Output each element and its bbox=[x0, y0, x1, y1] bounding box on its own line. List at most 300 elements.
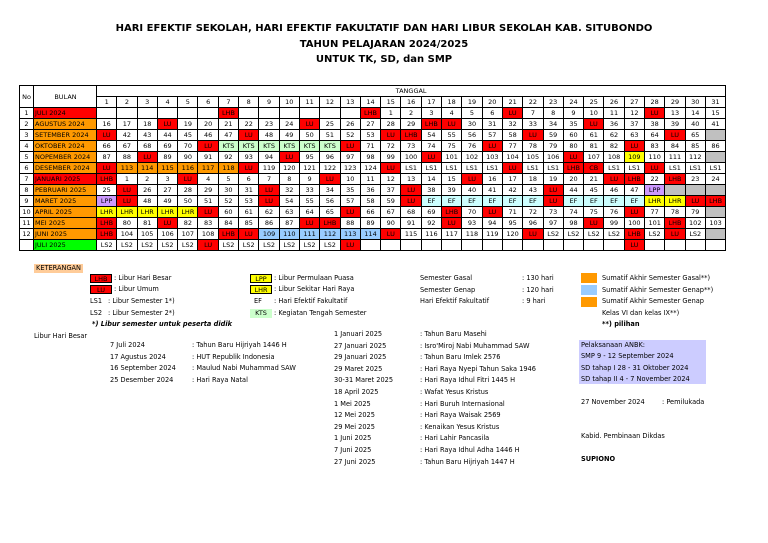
legend-desc-ef: : Hari Efektif Fakultatif bbox=[274, 297, 348, 305]
day-cell: LHB bbox=[218, 108, 238, 119]
efektif-fakultatif-label: Hari Efektif Fakultatif bbox=[420, 297, 490, 305]
day-cell: 55 bbox=[442, 130, 462, 141]
sumatif-kelas-label: Kelas VI dan kelas IX**) bbox=[602, 309, 680, 317]
day-cell: 43 bbox=[137, 130, 157, 141]
day-cell bbox=[117, 108, 137, 119]
day-cell: 35 bbox=[340, 185, 360, 196]
day-cell bbox=[299, 108, 319, 119]
holiday-date: 30-31 Maret 2025 bbox=[334, 376, 394, 385]
day-cell: 118 bbox=[462, 229, 482, 240]
day-cell: LHB bbox=[705, 196, 725, 207]
anbk-line-1: SMP 9 - 12 September 2024 bbox=[581, 352, 674, 360]
day-header: 28 bbox=[645, 97, 665, 108]
day-cell: LS1 bbox=[543, 163, 563, 174]
holiday-date: 25 Desember 2024 bbox=[110, 375, 174, 384]
day-cell bbox=[705, 185, 725, 196]
day-cell: 109 bbox=[624, 152, 644, 163]
day-cell: 51 bbox=[320, 130, 340, 141]
day-cell: 5 bbox=[218, 174, 238, 185]
sumatif-genap-swatch bbox=[581, 285, 597, 295]
day-header: 24 bbox=[563, 97, 583, 108]
sumatif-genap-label: Sumatif Akhir Semester Genap**) bbox=[602, 286, 714, 294]
day-cell bbox=[157, 108, 177, 119]
day-cell bbox=[97, 108, 117, 119]
holidays-title: Libur Hari Besar bbox=[34, 332, 88, 340]
day-cell: 106 bbox=[157, 229, 177, 240]
day-cell bbox=[543, 240, 563, 251]
day-cell: LS1 bbox=[482, 163, 502, 174]
day-cell: 59 bbox=[543, 130, 563, 141]
day-header: 5 bbox=[178, 97, 198, 108]
day-cell: 82 bbox=[178, 218, 198, 229]
day-cell: LU bbox=[665, 229, 685, 240]
efektif-fakultatif-value: : 9 hari bbox=[522, 297, 546, 305]
day-cell: 60 bbox=[218, 207, 238, 218]
day-cell: 31 bbox=[239, 185, 259, 196]
day-cell: 107 bbox=[178, 229, 198, 240]
day-cell: 42 bbox=[502, 185, 522, 196]
row-month: OKTOBER 2024 bbox=[34, 141, 97, 152]
day-cell: LS1 bbox=[624, 163, 644, 174]
day-cell: LS2 bbox=[178, 240, 198, 251]
day-cell: LS2 bbox=[543, 229, 563, 240]
day-cell: 119 bbox=[482, 229, 502, 240]
day-cell: 94 bbox=[259, 152, 279, 163]
day-cell: 111 bbox=[299, 229, 319, 240]
holiday-name: : Hari Raya Idhul Adha 1446 H bbox=[420, 446, 520, 454]
day-cell bbox=[665, 240, 685, 251]
row-number: 5 bbox=[20, 152, 34, 163]
day-cell: LU bbox=[462, 174, 482, 185]
header-month: BULAN bbox=[34, 86, 97, 108]
day-cell: LU bbox=[381, 130, 401, 141]
day-cell: 37 bbox=[381, 185, 401, 196]
legend-note: *) Libur semester untuk peserta didik bbox=[92, 320, 233, 328]
holiday-name: : Maulud Nabi Muhammad SAW bbox=[192, 364, 296, 373]
day-cell: 72 bbox=[381, 141, 401, 152]
day-cell: 98 bbox=[563, 218, 583, 229]
day-cell: 27 bbox=[157, 185, 177, 196]
day-cell: 32 bbox=[502, 119, 522, 130]
day-cell bbox=[401, 240, 421, 251]
day-cell: 33 bbox=[299, 185, 319, 196]
day-cell: 42 bbox=[117, 130, 137, 141]
day-cell: 38 bbox=[645, 119, 665, 130]
day-cell: 74 bbox=[563, 207, 583, 218]
day-cell: 52 bbox=[218, 196, 238, 207]
day-cell: 107 bbox=[584, 152, 604, 163]
legend-desc-ls1: : Libur Semester 1*) bbox=[108, 297, 175, 305]
day-header: 22 bbox=[523, 97, 543, 108]
day-cell: 124 bbox=[360, 163, 380, 174]
day-cell: LS2 bbox=[97, 240, 117, 251]
day-cell: 68 bbox=[137, 141, 157, 152]
day-cell: EF bbox=[482, 196, 502, 207]
row-number: 7 bbox=[20, 174, 34, 185]
day-cell: 86 bbox=[705, 141, 725, 152]
day-cell: 12 bbox=[624, 108, 644, 119]
row-number: 9 bbox=[20, 196, 34, 207]
day-cell: LU bbox=[401, 196, 421, 207]
day-cell: 11 bbox=[604, 108, 624, 119]
day-cell: 61 bbox=[239, 207, 259, 218]
day-cell: 113 bbox=[117, 163, 137, 174]
day-cell: 72 bbox=[523, 207, 543, 218]
day-cell: 32 bbox=[279, 185, 299, 196]
day-cell: 24 bbox=[279, 119, 299, 130]
day-cell: LPP bbox=[97, 196, 117, 207]
day-cell: LU bbox=[157, 119, 177, 130]
day-cell: 120 bbox=[502, 229, 522, 240]
table-row bbox=[20, 207, 726, 218]
day-cell: 50 bbox=[299, 130, 319, 141]
day-cell: 97 bbox=[340, 152, 360, 163]
day-cell: 79 bbox=[685, 207, 705, 218]
day-cell: EF bbox=[523, 196, 543, 207]
day-cell: LU bbox=[624, 207, 644, 218]
sumatif-note: **) pilihan bbox=[602, 320, 640, 328]
day-cell: 25 bbox=[320, 119, 340, 130]
day-cell bbox=[563, 240, 583, 251]
semester-genap-label: Semester Genap bbox=[420, 286, 476, 294]
row-month: NOPEMBER 2024 bbox=[34, 152, 97, 163]
day-cell: LU bbox=[198, 141, 218, 152]
day-cell: 100 bbox=[401, 152, 421, 163]
legend-desc-lu: : Libur Umum bbox=[114, 285, 159, 293]
day-cell: 55 bbox=[299, 196, 319, 207]
day-cell: 63 bbox=[624, 130, 644, 141]
day-cell: 77 bbox=[645, 207, 665, 218]
day-cell: 56 bbox=[462, 130, 482, 141]
day-header: 18 bbox=[442, 97, 462, 108]
day-cell: 103 bbox=[705, 218, 725, 229]
day-cell bbox=[685, 185, 705, 196]
day-cell: LU bbox=[543, 196, 563, 207]
day-cell: LS1 bbox=[401, 163, 421, 174]
day-cell bbox=[462, 240, 482, 251]
day-header: 13 bbox=[340, 97, 360, 108]
day-cell: 81 bbox=[584, 141, 604, 152]
day-cell: LHR bbox=[117, 207, 137, 218]
day-cell: LU bbox=[381, 163, 401, 174]
day-cell: LS2 bbox=[584, 229, 604, 240]
semester-gasal-value: : 130 hari bbox=[522, 274, 554, 282]
legend-code-ls2: LS2 bbox=[90, 309, 103, 317]
row-month: SETEMBER 2024 bbox=[34, 130, 97, 141]
day-cell bbox=[178, 108, 198, 119]
day-cell: 35 bbox=[563, 119, 583, 130]
day-cell: 91 bbox=[401, 218, 421, 229]
day-cell: LU bbox=[239, 130, 259, 141]
day-cell: 76 bbox=[604, 207, 624, 218]
day-cell: 8 bbox=[543, 108, 563, 119]
day-cell: LS1 bbox=[462, 163, 482, 174]
day-header: 10 bbox=[279, 97, 299, 108]
day-cell: 75 bbox=[584, 207, 604, 218]
day-cell bbox=[239, 108, 259, 119]
day-cell: 17 bbox=[502, 174, 522, 185]
day-cell: 50 bbox=[178, 196, 198, 207]
day-cell: 34 bbox=[320, 185, 340, 196]
day-header: 25 bbox=[584, 97, 604, 108]
day-cell: 5 bbox=[462, 108, 482, 119]
day-cell: 123 bbox=[340, 163, 360, 174]
day-cell: 116 bbox=[421, 229, 441, 240]
day-cell: 90 bbox=[381, 218, 401, 229]
day-cell bbox=[502, 240, 522, 251]
day-cell: 111 bbox=[665, 152, 685, 163]
day-cell: LHR bbox=[157, 207, 177, 218]
day-cell: LU bbox=[198, 240, 218, 251]
day-cell: 97 bbox=[543, 218, 563, 229]
day-cell: 104 bbox=[117, 229, 137, 240]
day-cell: KTS bbox=[259, 141, 279, 152]
day-cell: 80 bbox=[117, 218, 137, 229]
holiday-date: 12 Mei 2025 bbox=[334, 411, 375, 420]
day-cell: 102 bbox=[685, 218, 705, 229]
day-cell: 106 bbox=[543, 152, 563, 163]
table-row bbox=[20, 130, 726, 141]
day-cell: 91 bbox=[198, 152, 218, 163]
day-cell: EF bbox=[442, 196, 462, 207]
day-cell: LHB bbox=[97, 218, 117, 229]
day-cell: 87 bbox=[97, 152, 117, 163]
title-line-3: UNTUK TK, SD, dan SMP bbox=[315, 54, 453, 65]
day-cell: LU bbox=[320, 174, 340, 185]
day-cell: 85 bbox=[685, 141, 705, 152]
day-header: 19 bbox=[462, 97, 482, 108]
legend-desc-lhb: : Libur Hari Besar bbox=[114, 274, 172, 282]
day-cell: LS2 bbox=[218, 240, 238, 251]
holiday-name: : Hari Buruh Internasional bbox=[420, 399, 505, 408]
day-cell: EF bbox=[421, 196, 441, 207]
day-header: 12 bbox=[320, 97, 340, 108]
day-cell: 57 bbox=[482, 130, 502, 141]
day-cell: 71 bbox=[502, 207, 522, 218]
day-cell: 21 bbox=[584, 174, 604, 185]
day-cell: LHB bbox=[665, 218, 685, 229]
day-cell: 16 bbox=[482, 174, 502, 185]
day-cell: LU bbox=[502, 163, 522, 174]
table-row bbox=[20, 185, 726, 196]
day-cell: 39 bbox=[665, 119, 685, 130]
day-cell: 28 bbox=[381, 119, 401, 130]
day-cell bbox=[523, 240, 543, 251]
day-cell: 36 bbox=[360, 185, 380, 196]
row-month: JUNI 2025 bbox=[34, 229, 97, 240]
legend-code-lpp: LPP bbox=[250, 274, 272, 283]
day-cell: LU bbox=[543, 185, 563, 196]
legend-title: KETERANGAN bbox=[36, 264, 81, 272]
day-cell: LS1 bbox=[523, 163, 543, 174]
day-cell: 117 bbox=[198, 163, 218, 174]
holiday-date: 1 Mei 2025 bbox=[334, 399, 371, 408]
day-cell: LU bbox=[97, 163, 117, 174]
day-cell: 118 bbox=[218, 163, 238, 174]
day-cell: 41 bbox=[705, 119, 725, 130]
day-cell: 46 bbox=[198, 130, 218, 141]
day-header: 15 bbox=[381, 97, 401, 108]
semester-gasal-label: Semester Gasal bbox=[420, 274, 473, 282]
day-cell: LU bbox=[523, 130, 543, 141]
anbk-title: Pelaksanaan ANBK: bbox=[581, 341, 646, 349]
day-cell: 115 bbox=[401, 229, 421, 240]
holiday-date: 18 April 2025 bbox=[334, 388, 379, 396]
day-cell bbox=[665, 185, 685, 196]
day-cell bbox=[421, 240, 441, 251]
day-cell: 13 bbox=[665, 108, 685, 119]
legend-code-lhr: LHR bbox=[250, 285, 272, 294]
day-cell: 99 bbox=[381, 152, 401, 163]
holiday-date: 27 Juni 2025 bbox=[334, 457, 376, 466]
day-cell: 95 bbox=[502, 218, 522, 229]
holiday-date: 29 Maret 2025 bbox=[334, 364, 383, 373]
day-cell: 58 bbox=[360, 196, 380, 207]
day-cell: 108 bbox=[604, 152, 624, 163]
day-cell: 115 bbox=[157, 163, 177, 174]
day-cell: 70 bbox=[462, 207, 482, 218]
day-cell: 68 bbox=[401, 207, 421, 218]
row-month: DESEMBER 2024 bbox=[34, 163, 97, 174]
day-cell: LS1 bbox=[604, 163, 624, 174]
day-cell bbox=[360, 240, 380, 251]
header-date: TANGGAL bbox=[97, 86, 726, 97]
day-cell: LHB bbox=[97, 229, 117, 240]
holiday-name: : Hari Raya Nyepi Tahun Saka 1946 bbox=[420, 364, 536, 373]
day-cell: 58 bbox=[502, 130, 522, 141]
holiday-name: : HUT Republik Indonesia bbox=[192, 352, 275, 361]
day-cell: 21 bbox=[218, 119, 238, 130]
day-header: 2 bbox=[117, 97, 137, 108]
day-cell: 12 bbox=[381, 174, 401, 185]
day-cell: 51 bbox=[198, 196, 218, 207]
day-cell: KTS bbox=[218, 141, 238, 152]
holiday-name: : Hari Raya Idhul Fitri 1445 H bbox=[420, 376, 516, 385]
day-cell: LS2 bbox=[137, 240, 157, 251]
day-cell: LHB bbox=[624, 229, 644, 240]
day-cell: 14 bbox=[685, 108, 705, 119]
day-cell: 3 bbox=[421, 108, 441, 119]
day-cell: 54 bbox=[279, 196, 299, 207]
holiday-date: 1 Januari 2025 bbox=[334, 330, 383, 338]
day-cell: 18 bbox=[137, 119, 157, 130]
day-cell bbox=[645, 240, 665, 251]
day-cell: 90 bbox=[178, 152, 198, 163]
calendar-table bbox=[19, 85, 726, 251]
day-header: 21 bbox=[502, 97, 522, 108]
day-cell: 92 bbox=[421, 218, 441, 229]
day-cell: 84 bbox=[218, 218, 238, 229]
day-cell: KTS bbox=[320, 141, 340, 152]
day-cell bbox=[259, 108, 279, 119]
day-cell: LS2 bbox=[157, 240, 177, 251]
day-cell: 17 bbox=[117, 119, 137, 130]
day-cell: 112 bbox=[685, 152, 705, 163]
day-cell: 48 bbox=[137, 196, 157, 207]
day-cell bbox=[685, 240, 705, 251]
day-cell: 47 bbox=[218, 130, 238, 141]
day-cell: 122 bbox=[320, 163, 340, 174]
day-cell: 65 bbox=[685, 130, 705, 141]
day-cell: 110 bbox=[645, 152, 665, 163]
day-cell: 93 bbox=[462, 218, 482, 229]
legend-code-ef: EF bbox=[254, 297, 262, 305]
day-cell: 20 bbox=[563, 174, 583, 185]
title-line-2: TAHUN PELAJARAN 2024/2025 bbox=[299, 39, 469, 50]
day-cell: 99 bbox=[604, 218, 624, 229]
day-cell: 114 bbox=[360, 229, 380, 240]
day-cell: 74 bbox=[421, 141, 441, 152]
day-cell: 92 bbox=[218, 152, 238, 163]
day-cell: LPP bbox=[645, 185, 665, 196]
day-cell: LU bbox=[299, 119, 319, 130]
day-cell: LU bbox=[259, 196, 279, 207]
day-cell: 109 bbox=[259, 229, 279, 240]
day-cell: 81 bbox=[137, 218, 157, 229]
legend-code-lhb: LHB bbox=[90, 274, 112, 283]
day-cell: 105 bbox=[523, 152, 543, 163]
anbk-line-3: SD tahap II 4 - 7 November 2024 bbox=[581, 375, 690, 383]
day-cell: 29 bbox=[198, 185, 218, 196]
day-cell bbox=[705, 240, 725, 251]
day-cell: 23 bbox=[259, 119, 279, 130]
sumatif-genap-akhir-label: Sumatif Akhir Semester Genap bbox=[602, 297, 704, 305]
day-cell: 20 bbox=[198, 119, 218, 130]
sumatif-gasal-label: Sumatif Akhir Semester Gasal**) bbox=[602, 274, 711, 282]
day-cell: 96 bbox=[320, 152, 340, 163]
holiday-date: 17 Agustus 2024 bbox=[110, 352, 166, 361]
day-cell: 120 bbox=[279, 163, 299, 174]
day-cell: 36 bbox=[604, 119, 624, 130]
day-cell: 2 bbox=[401, 108, 421, 119]
holiday-date: 29 Mei 2025 bbox=[334, 422, 375, 431]
holiday-date: 7 Juli 2024 bbox=[110, 341, 145, 349]
day-cell: 62 bbox=[259, 207, 279, 218]
day-cell: 112 bbox=[320, 229, 340, 240]
day-cell: 30 bbox=[462, 119, 482, 130]
day-cell: 70 bbox=[178, 141, 198, 152]
day-cell: LU bbox=[624, 141, 644, 152]
day-cell: 25 bbox=[97, 185, 117, 196]
row-number: 2 bbox=[20, 119, 34, 130]
day-cell: 40 bbox=[685, 119, 705, 130]
day-cell: LU bbox=[401, 185, 421, 196]
day-cell bbox=[442, 240, 462, 251]
day-cell: LHB bbox=[218, 229, 238, 240]
day-cell: 73 bbox=[543, 207, 563, 218]
holiday-name: : Kenaikan Yesus Kristus bbox=[420, 422, 500, 431]
day-cell: 47 bbox=[624, 185, 644, 196]
day-cell: 88 bbox=[117, 152, 137, 163]
sumatif-gasal-swatch bbox=[581, 273, 597, 283]
day-cell: 11 bbox=[360, 174, 380, 185]
day-cell: 56 bbox=[320, 196, 340, 207]
day-cell: EF bbox=[563, 196, 583, 207]
day-cell: 7 bbox=[259, 174, 279, 185]
day-cell: 66 bbox=[97, 141, 117, 152]
day-cell: LS2 bbox=[239, 240, 259, 251]
day-cell: 33 bbox=[523, 119, 543, 130]
table-row bbox=[20, 240, 726, 251]
day-cell: LHB bbox=[97, 174, 117, 185]
day-cell: LHB bbox=[421, 119, 441, 130]
day-cell: LU bbox=[97, 130, 117, 141]
day-cell: LU bbox=[442, 218, 462, 229]
day-cell bbox=[584, 240, 604, 251]
table-row bbox=[20, 119, 726, 130]
day-cell: LS2 bbox=[563, 229, 583, 240]
day-cell: 9 bbox=[563, 108, 583, 119]
